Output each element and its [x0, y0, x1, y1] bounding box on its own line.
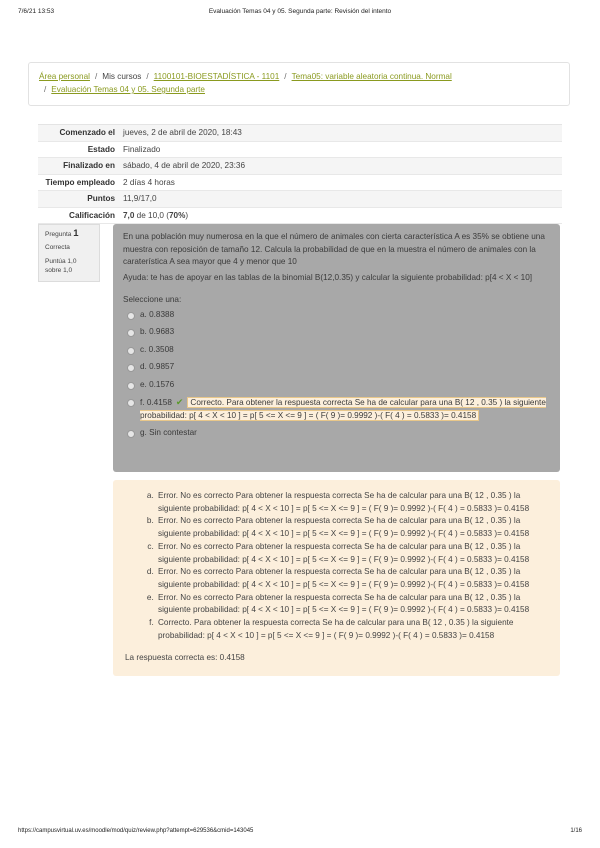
- general-feedback: [113, 480, 560, 676]
- summary-value: 11,9/17,0: [123, 194, 157, 203]
- summary-label: Calificación: [69, 210, 115, 220]
- radio-button[interactable]: [127, 399, 135, 407]
- breadcrumb-separator: /: [94, 72, 98, 81]
- option-label: a. 0.8388: [140, 309, 175, 319]
- grade-percent: 70%: [168, 210, 186, 220]
- print-title: Evaluación Temas 04 y 05. Segunda parte: Revisión del intento: [208, 8, 392, 15]
- answer-option-e[interactable]: [127, 379, 550, 392]
- summary-label: Finalizado en: [63, 161, 115, 170]
- feedback-item: b. Error. No es correcto Para obtener la respuesta correcta Se ha de calcular para una B( 12 , 0.35 ) la siguiente probabilidad: p[ 4 < X < 10 ] = p[ 5 <= X <= 9 ] = ( F( 9 )= 0.9992 )-( F( 4 ) = 0.5833 )= 0.4158: [156, 515, 548, 540]
- summary-value: [121, 208, 188, 224]
- attempt-summary-table: [38, 124, 562, 224]
- summary-value: Finalizado: [123, 144, 161, 154]
- print-header: [18, 8, 582, 20]
- radio-button[interactable]: [127, 430, 135, 438]
- radio-button[interactable]: [127, 364, 135, 372]
- option-label: d. 0.9857: [140, 362, 175, 371]
- question-content: [113, 224, 560, 472]
- breadcrumb-course[interactable]: 1100101-BIOESTADÍSTICA - 1101: [153, 72, 280, 81]
- question-number-value: 1: [73, 228, 79, 239]
- question-number-label: Pregunta: [45, 231, 72, 238]
- breadcrumb-topic[interactable]: Tema05: variable aleatoria continua. Normal: [291, 72, 452, 81]
- question-grade-line1: Puntúa 1,0: [45, 258, 77, 265]
- page-number: 1/16: [570, 828, 582, 834]
- breadcrumb-separator: /: [44, 85, 47, 94]
- check-icon: ✔: [175, 397, 184, 407]
- feedback-list: [125, 490, 548, 642]
- radio-button[interactable]: [127, 347, 135, 355]
- grade-score: 7,0: [123, 210, 135, 220]
- summary-label: Comenzado el: [59, 128, 115, 137]
- feedback-item: a. Error. No es correcto Para obtener la respuesta correcta Se ha de calcular para una B( 12 , 0.35 ) la siguiente probabilidad: p[ 4 < X < 10 ] = p[ 5 <= X <= 9 ] = ( F( 9 )= 0.9992 )-( F( 4 ) = 0.5833 )= 0.4158: [156, 490, 548, 515]
- question-info: [38, 224, 100, 282]
- question-grade: [45, 257, 93, 275]
- answer-option-g[interactable]: [127, 427, 550, 440]
- question-number: [45, 229, 93, 239]
- feedback-item: f. Correcto. Para obtener la respuesta correcta Se ha de calcular para una B( 12 , 0.35 ) la siguiente probabilidad: p[ 4 < X < 10 ] = p[ 5 <= X <= 9 ] = ( F( 9 )= 0.9992 )-( F( 4 ) = 0.5833 )= 0.4158: [156, 617, 548, 642]
- summary-value: jueves, 2 de abril de 2020, 18:43: [123, 128, 242, 137]
- summary-row-grade: [38, 208, 562, 225]
- summary-row-state: [38, 142, 562, 159]
- summary-label: Tiempo empleado: [45, 177, 115, 187]
- grade-of: de 10,0 (: [134, 210, 169, 220]
- summary-label: Estado: [87, 144, 115, 154]
- breadcrumb-home[interactable]: Área personal: [39, 72, 90, 81]
- answer-option-b[interactable]: [127, 326, 550, 339]
- option-label: c. 0.3508: [140, 344, 174, 354]
- answer-option-f[interactable]: [127, 396, 550, 422]
- radio-button[interactable]: [127, 312, 135, 320]
- option-label: b. 0.9683: [140, 327, 175, 336]
- question-prompt: Seleccione una:: [123, 295, 182, 304]
- question-grade-line2: sobre 1,0: [45, 267, 73, 274]
- breadcrumb: [28, 62, 570, 106]
- answer-option-a[interactable]: [127, 309, 550, 322]
- print-footer: [18, 828, 582, 838]
- radio-button[interactable]: [127, 382, 135, 390]
- right-answer: La respuesta correcta es: 0.4158: [125, 653, 245, 663]
- question-text: En una población muy numerosa en la que el número de animales con cierta característica A es 35% se obtiene una muestra con reposición de tamaño 12. Calcula la probabilidad de que en la muestra el número de animales con la caraterística A sea mayor que 4 y menor que 10: [123, 232, 545, 266]
- feedback-item: c. Error. No es correcto Para obtener la respuesta correcta Se ha de calcular para una B( 12 , 0.35 ) la siguiente probabilidad: p[ 4 < X < 10 ] = p[ 5 <= X <= 9 ] = ( F( 9 )= 0.9992 )-( F( 4 ) = 0.5833 )= 0.4158: [156, 541, 548, 566]
- summary-value: 2 días 4 horas: [123, 177, 175, 187]
- option-label: g. Sin contestar: [140, 428, 197, 437]
- print-timestamp: 7/6/21 13:53: [18, 8, 55, 15]
- breadcrumb-separator: /: [284, 72, 287, 81]
- summary-label: Puntos: [87, 194, 115, 203]
- summary-row-started: [38, 125, 562, 142]
- option-feedback: Correcto. Para obtener la respuesta correcta Se ha de calcular para una B( 12 , 0.35 ) la siguiente probabilidad: p[ 4 < X < 10 ] = p[ 5 <= X <= 9 ] = ( F( 9 )= 0.9992 )-( F( 4 ) = 0.5833 )= 0.4158: [140, 398, 546, 420]
- radio-button[interactable]: [127, 329, 135, 337]
- summary-row-finished: [38, 158, 562, 175]
- question-state: Correcta: [45, 244, 70, 251]
- feedback-item: d. Error. No es correcto Para obtener la respuesta correcta Se ha de calcular para una B( 12 , 0.35 ) la siguiente probabilidad: p[ 4 < X < 10 ] = p[ 5 <= X <= 9 ] = ( F( 9 )= 0.9992 )-( F( 4 ) = 0.5833 )= 0.4158: [156, 566, 548, 591]
- summary-value: sábado, 4 de abril de 2020, 23:36: [123, 161, 246, 170]
- answer-option-d[interactable]: [127, 361, 550, 374]
- feedback-item: e. Error. No es correcto Para obtener la respuesta correcta Se ha de calcular para una B( 12 , 0.35 ) la siguiente probabilidad: p[ 4 < X < 10 ] = p[ 5 <= X <= 9 ] = ( F( 9 )= 0.9992 )-( F( 4 ) = 0.5833 )= 0.4158: [156, 592, 548, 617]
- breadcrumb-my-courses: Mis cursos: [102, 72, 142, 81]
- option-label: e. 0.1576: [140, 379, 175, 389]
- summary-row-time: [38, 175, 562, 192]
- breadcrumb-separator: /: [146, 72, 149, 81]
- print-url: https://campusvirtual.uv.es/moodle/mod/quiz/review.php?attempt=629536&cmid=143045: [18, 828, 254, 834]
- summary-row-points: [38, 191, 562, 208]
- answer-option-c[interactable]: [127, 344, 550, 357]
- grade-close: ): [185, 210, 189, 220]
- question-help: Ayuda: te has de apoyar en las tablas de la binomial B(12,0.35) y calcular la siguiente probabilidad: p[4 < X < 10]: [123, 272, 533, 282]
- breadcrumb-quiz[interactable]: Evaluación Temas 04 y 05. Segunda parte: [51, 85, 205, 94]
- option-label: f. 0.4158: [140, 398, 172, 407]
